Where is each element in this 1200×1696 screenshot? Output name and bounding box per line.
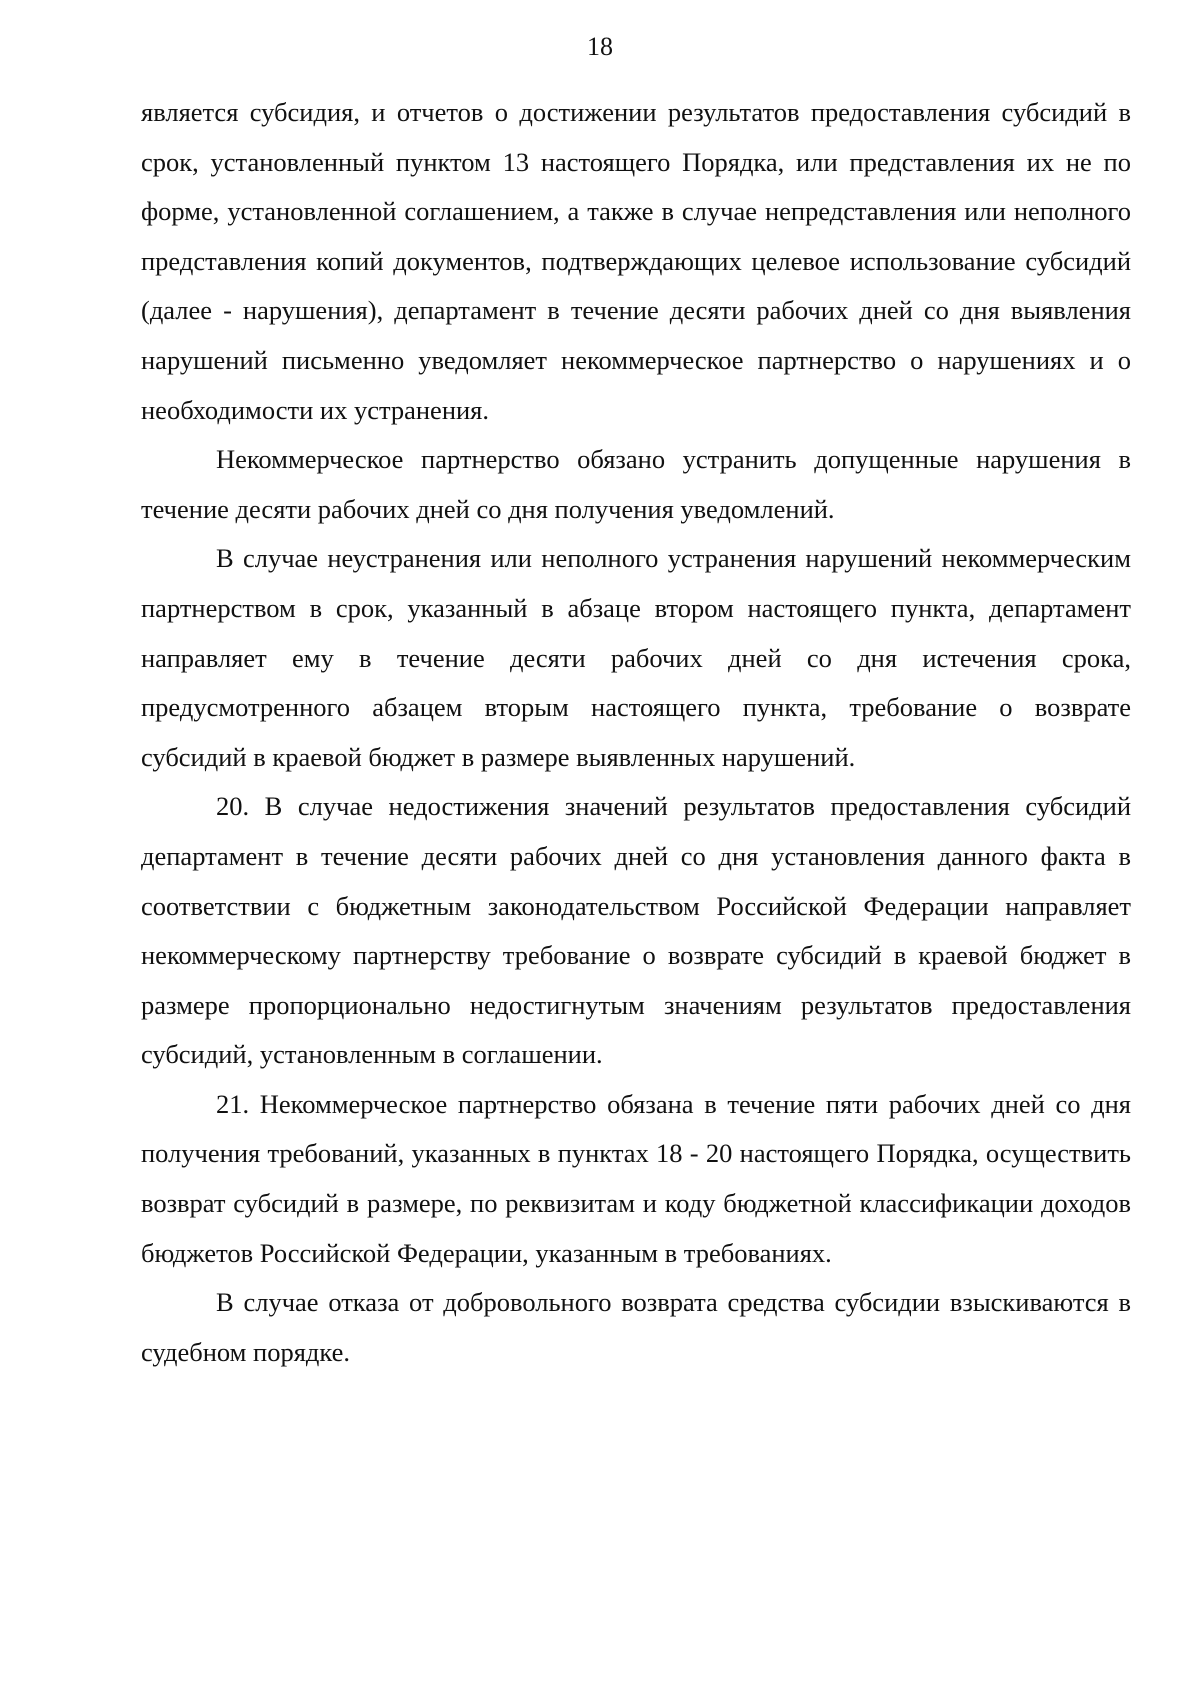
page-number: 18 — [587, 32, 613, 61]
document-body — [141, 88, 1131, 1377]
paragraph-clause-20: 20. В случае недостижения значений результатов предоставления субсидий департамент в течение десяти рабочих дней со дня установления данного факта в соответствии с бюджетным законодательством Российской Федерации направляет некоммерческому партнерству требование о возврате субсидий в краевой бюджет в размере пропорционально недостигнутым значениям результатов предоставления субсидий, установленным в соглашении. — [141, 791, 1131, 1070]
paragraph-continuation: является субсидия, и отчетов о достижении результатов предоставления субсидий в срок, установленный пунктом 13 настоящего Порядка, или представления их не по форме, установленной соглашением, а также в случае непредставления или неполного представления копий документов, подтверждающих целевое использование субсидий (далее - нарушения), департамент в течение десяти рабочих дней со дня выявления нарушений письменно уведомляет некоммерческое партнерство о нарушениях и о необходимости их устранения. — [141, 97, 1131, 425]
paragraph-non-elimination: В случае неустранения или неполного устранения нарушений некоммерческим партнерством в срок, указанный в абзаце втором настоящего пункта, департамент направляет ему в течение десяти рабочих дней со дня истечения срока, предусмотренного абзацем вторым настоящего пункта, требование о возврате субсидий в краевой бюджет в размере выявленных нарушений. — [141, 543, 1131, 772]
paragraph-clause-21: 21. Некоммерческое партнерство обязана в течение пяти рабочих дней со дня получения требований, указанных в пунктах 18 - 20 настоящего Порядка, осуществить возврат субсидий в размере, по реквизитам и коду бюджетной классификации доходов бюджетов Российской Федерации, указанным в требованиях. — [141, 1088, 1131, 1268]
paragraph-refusal: В случае отказа от добровольного возврата средства субсидии взыскиваются в судебном порядке. — [141, 1287, 1131, 1367]
paragraph-obligation: Некоммерческое партнерство обязано устранить допущенные нарушения в течение десяти рабочих дней со дня получения уведомлений. — [141, 444, 1131, 524]
